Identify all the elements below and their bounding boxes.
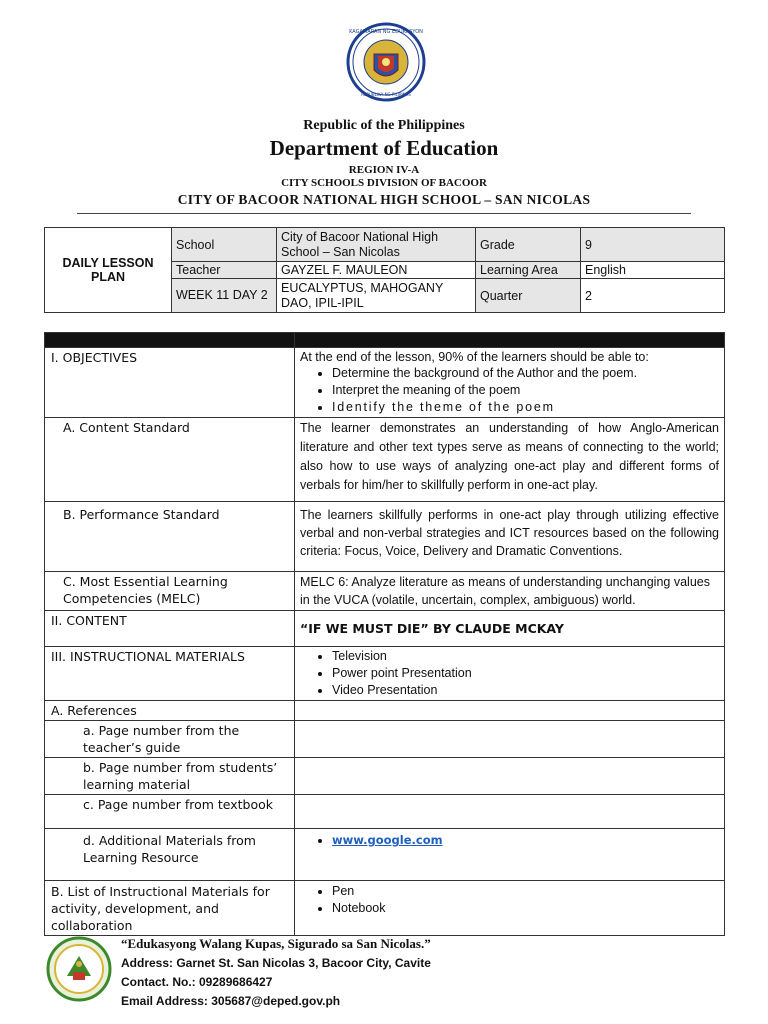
list-materials-cell xyxy=(295,881,725,936)
objective-item: • Determine the background of the Author and the poem. xyxy=(332,365,719,382)
materials-label: III. INSTRUCTIONAL MATERIALS xyxy=(45,647,295,701)
quarter-label: Quarter xyxy=(476,279,581,313)
melc-label: C. Most Essential Learning Competencies (MELC) xyxy=(45,572,295,611)
ref-teachers-guide-value xyxy=(295,721,725,758)
header-divider xyxy=(77,213,691,214)
info-table xyxy=(44,227,725,313)
school-motto: “Edukasyong Walang Kupas, Sigurado sa San Nicolas.” xyxy=(121,936,431,951)
content-standard-label: A. Content Standard xyxy=(45,418,295,502)
republic-line: Republic of the Philippines xyxy=(303,118,465,133)
list-material-item: • Pen xyxy=(332,883,719,900)
objectives-intro: At the end of the lesson, 90% of the learners should be able to: xyxy=(300,350,649,364)
grade-label: Grade xyxy=(476,228,581,262)
references-label: A. References xyxy=(45,701,295,721)
objectives-cell xyxy=(295,348,725,418)
school-line: CITY OF BACOOR NATIONAL HIGH SCHOOL – SAN NICOLAS xyxy=(177,192,591,207)
content-standard-text: The learner demonstrates an understanding of how Anglo-American literature and other text types serve as means of connecting to the world; also how to use ways of analyzing one-act play and different forms of verbals for him/her to skillfully perform in one-act play. xyxy=(295,418,725,502)
ref-teachers-guide-label: a. Page number from the teacher’s guide xyxy=(45,721,295,758)
footer-address: Address: Garnet St. San Nicolas 3, Bacoor City, Cavite xyxy=(121,956,431,970)
performance-standard-text: The learners skillfully performs in one-act play through utilizing effective verbal and non-verbal strategies and ICT resources based on the following criteria: Focus, Voice, Delivery and Dramatic Conventions. xyxy=(295,502,725,572)
google-link[interactable]: www.google.com xyxy=(332,833,443,847)
materials-list xyxy=(300,648,719,699)
quarter-value: 2 xyxy=(581,279,725,313)
ref-textbook-label: c. Page number from textbook xyxy=(45,795,295,829)
ref-learning-material-label: b. Page number from students’ learning material xyxy=(45,758,295,795)
lesson-plan-table xyxy=(44,332,725,936)
sections-value: EUCALYPTUS, MAHOGANY DAO, IPIL-IPIL xyxy=(277,279,476,313)
ref-learning-material-value xyxy=(295,758,725,795)
grade-value: 9 xyxy=(581,228,725,262)
objectives-label: I. OBJECTIVES xyxy=(45,348,295,418)
content-label: II. CONTENT xyxy=(45,611,295,647)
teacher-label: Teacher xyxy=(172,262,277,279)
references-value xyxy=(295,701,725,721)
department-title: Department of Education xyxy=(269,136,499,160)
week-day-label: WEEK 11 DAY 2 xyxy=(172,279,277,313)
ref-additional-materials-label: d. Additional Materials from Learning Resource xyxy=(45,829,295,881)
school-value: City of Bacoor National High School – San Nicolas xyxy=(277,228,476,262)
ref-textbook-value xyxy=(295,795,725,829)
seal-text-bottom: REPUBLIKA NG PILIPINAS xyxy=(361,92,411,97)
objective-item: • Identify the theme of the poem xyxy=(332,399,719,416)
learning-area-value: English xyxy=(581,262,725,279)
school-label: School xyxy=(172,228,277,262)
seal-text-top: KAGAWARAN NG EDUKASYON xyxy=(349,29,423,35)
material-item: • Video Presentation xyxy=(332,682,719,699)
material-item: • Television xyxy=(332,648,719,665)
division-line: CITY SCHOOLS DIVISION OF BACOOR xyxy=(281,177,487,189)
region-line: REGION IV-A xyxy=(348,164,420,176)
objectives-list xyxy=(300,365,719,416)
content-title: “IF WE MUST DIE” BY CLAUDE MCKAY xyxy=(295,611,725,647)
daily-lesson-plan-title: DAILY LESSON PLAN xyxy=(45,228,172,313)
footer-email: Email Address: 305687@deped.gov.ph xyxy=(121,994,341,1008)
materials-cell xyxy=(295,647,725,701)
list-materials-label: B. List of Instructional Materials for activity, development, and collaboration xyxy=(45,881,295,936)
material-item: • Power point Presentation xyxy=(332,665,719,682)
learning-area-label: Learning Area xyxy=(476,262,581,279)
footer-contact: Contact. No.: 09289686427 xyxy=(121,975,273,989)
deped-seal xyxy=(346,20,426,120)
melc-text: MELC 6: Analyze literature as means of understanding unchanging values in the VUCA (volatile, uncertain, complex, ambiguous) world. xyxy=(295,572,725,611)
list-material-item: • Notebook xyxy=(332,900,719,917)
ref-additional-materials-cell xyxy=(295,829,725,881)
teacher-value: GAYZEL F. MAULEON xyxy=(277,262,476,279)
objective-item: • Interpret the meaning of the poem xyxy=(332,382,719,399)
performance-standard-label: B. Performance Standard xyxy=(45,502,295,572)
school-seal xyxy=(46,936,112,1002)
